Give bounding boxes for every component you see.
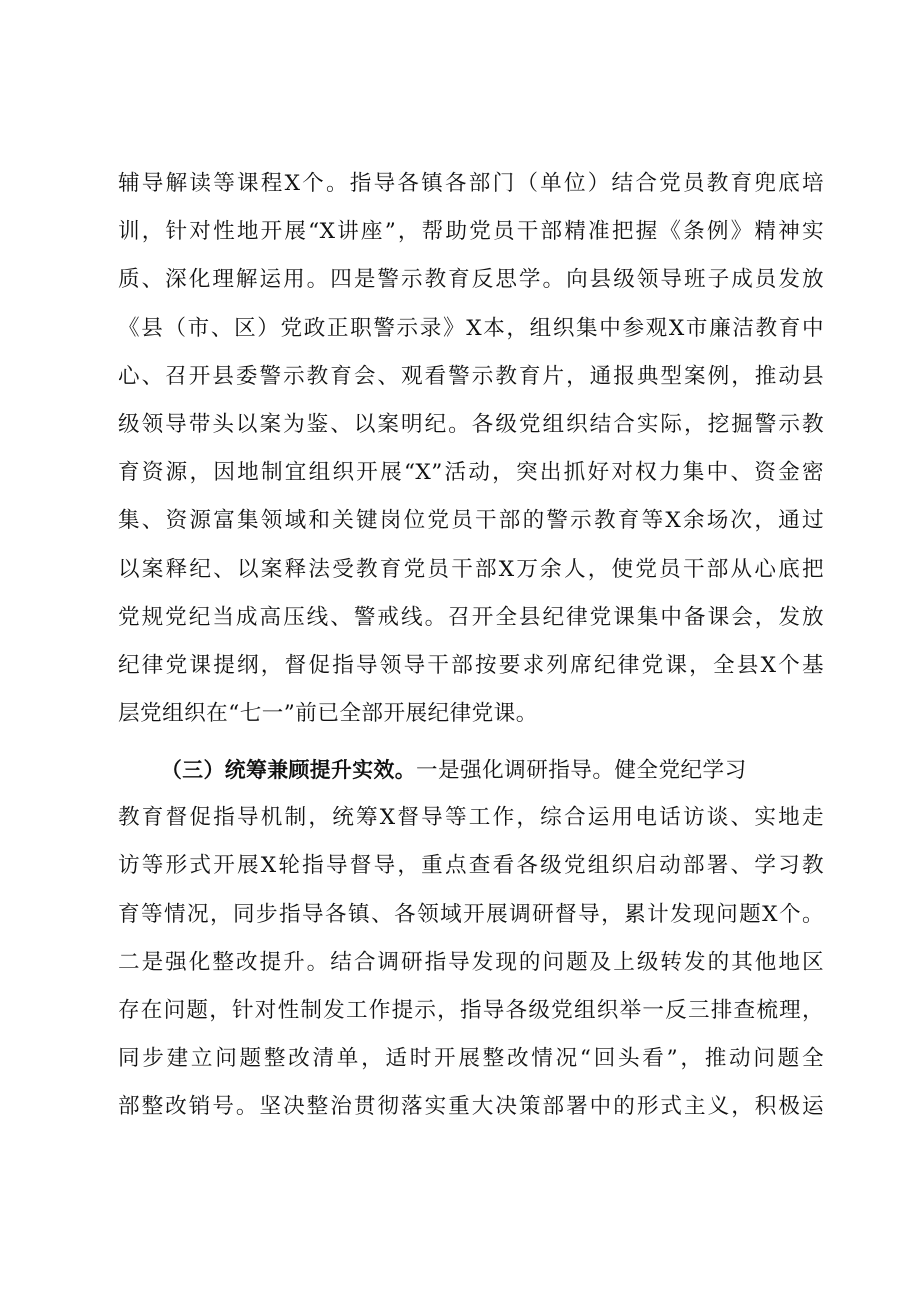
paragraph-2: [118, 746, 824, 1132]
paragraph-1-line-10: 党规党纪当成高压线、警戒线。召开全县纪律党课集中备课会，发放: [118, 604, 824, 630]
paragraph-2-line-4: 育等情况，同步指导各镇、各领域开展调研督导，累计发现问题X个。: [118, 901, 824, 927]
paragraph-1-line-5: 心、召开县委警示教育会、观看警示教育片，通报典型案例，推动县: [118, 363, 824, 389]
paragraph-2-line-1-text: 一是强化调研指导。健全党纪学习: [415, 758, 747, 783]
paragraph-2-line-5: 二是强化整改提升。结合调研指导发现的问题及上级转发的其他地区: [118, 949, 824, 975]
paragraph-1-line-3: 质、深化理解运用。四是警示教育反思学。向县级领导班子成员发放: [118, 267, 824, 293]
paragraph-1-line-7: 育资源，因地制宜组织开展“X”活动，突出抓好对权力集中、资金密: [118, 460, 824, 486]
paragraph-2-line-6: 存在问题，针对性制发工作提示，指导各级党组织举一反三排查梳理，: [118, 997, 824, 1023]
paragraph-1-line-9: 以案释纪、以案释法受教育党员干部X万余人，使党员干部从心底把: [118, 556, 824, 582]
paragraph-1: [118, 160, 824, 738]
paragraph-2-line-8: 部整改销号。坚决整治贯彻落实重大决策部署中的形式主义，积极运: [118, 1094, 824, 1120]
paragraph-1-line-1: 辅导解读等课程X个。指导各镇各部门（单位）结合党员教育兜底培: [118, 171, 824, 196]
paragraph-1-line-12: 层党组织在“七一”前已全部开展纪律党课。: [118, 701, 538, 727]
paragraph-1-line-2: 训，针对性地开展“X讲座”，帮助党员干部精准把握《条例》精神实: [118, 219, 824, 245]
paragraph-1-line-8: 集、资源富集领域和关键岗位党员干部的警示教育等X余场次，通过: [118, 508, 824, 534]
paragraph-1-line-6: 级领导带头以案为鉴、以案明纪。各级党组织结合实际，挖掘警示教: [118, 411, 824, 437]
paragraph-2-line-2: 教育督促指导机制，统筹X督导等工作，综合运用电话访谈、实地走: [118, 805, 824, 831]
paragraph-1-line-4: 《县（市、区）党政正职警示录》X本，组织集中参观X市廉洁教育中: [118, 315, 824, 341]
paragraph-1-line-11: 纪律党课提纲，督促指导领导干部按要求列席纪律党课，全县X个基: [118, 652, 824, 678]
paragraph-2-line-7: 同步建立问题整改清单，适时开展整改情况“回头看”，推动问题全: [118, 1046, 824, 1072]
section-heading: （三）统筹兼顾提升实效。: [161, 758, 416, 782]
paragraph-2-first-line: [118, 746, 824, 794]
paragraph-2-line-3: 访等形式开展X轮指导督导，重点查看各级党组织启动部署、学习教: [118, 853, 824, 879]
